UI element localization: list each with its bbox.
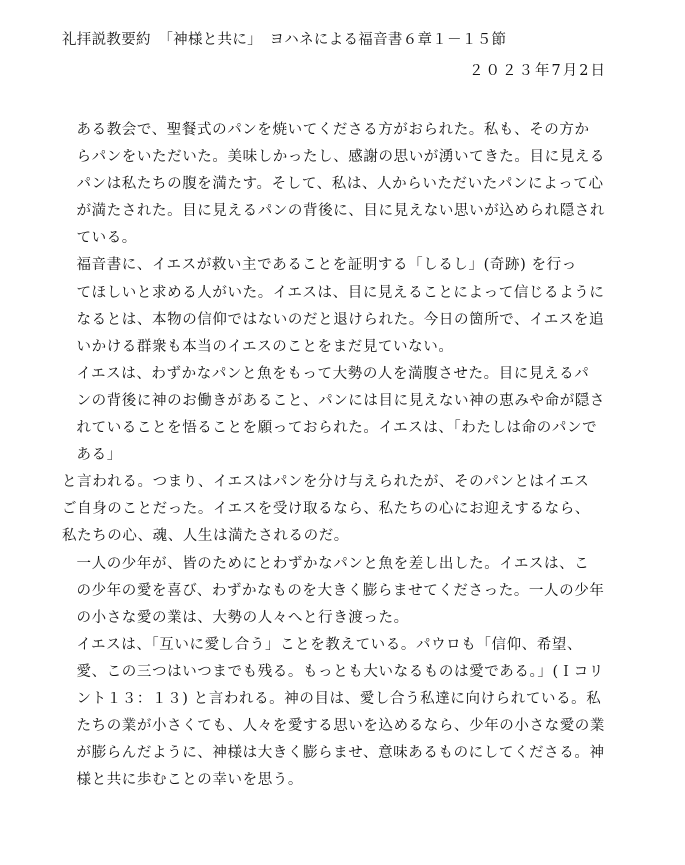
text-line: らパンをいただいた。美味しかったし、感謝の思いが湧いてきた。目に見える [76,149,605,166]
text-line: たちの業が小さくても、人々を愛する思いを込めるなら、少年の小さな愛の業 [76,718,605,735]
text-line: いかける群衆も本当のイエスのことをまだ見ていない。 [76,338,454,355]
text-line: 福音書に、イエスが救い主であることを証明する「しるし」(奇跡) を行っ [76,257,577,274]
text-line: 私たちの心、魂、人生は満たされるのだ。 [62,528,349,545]
text-line: 様と共に歩むことの幸いを思う。 [76,772,303,789]
sermon-date: ２０２３年7月2日 [469,63,607,79]
text-line: 愛、この三つはいつまでも残る。もっとも大いなるものは愛である。」(Ｉコリ [76,663,605,680]
text-line: が膨らんだように、神様は大きく膨らませ、意味あるものにしてくださる。神 [76,745,605,762]
paragraph [62,469,602,550]
text-line: なるとは、本物の信仰ではないのだと退けられた。今日の箇所で、イエスを追 [76,311,605,328]
text-line: と言われる。つまり、イエスはパンを分け与えられたが、そのパンとはイエス [62,474,590,491]
paragraph [62,551,605,632]
text-line: イエスは、「互いに愛し合う」ことを教えている。パウロも「信仰、希望、 [76,636,583,653]
paragraph [62,117,605,252]
paragraph [62,632,605,795]
text-line: ある教会で、聖餐式のパンを焼いてくださる方がおられた。私も、その方か [76,122,590,138]
text-line: れていることを悟ることを願っておられた。イエスは、「わたしは命のパンで [76,420,598,437]
paragraph [62,252,605,360]
text-line: ている。 [76,230,137,247]
sermon-body [62,117,605,794]
text-line: ント１３：１３) と言われる。神の目は、愛し合う私達に向けられている。私 [76,690,602,707]
text-line: 一人の少年が、皆のためにとわずかなパンと魚を差し出した。イエスは、こ [76,555,590,572]
text-line: パンは私たちの腹を満たす。そして、私は、人からいただいたパンによって心 [76,176,604,193]
text-line: の少年の愛を喜び、わずかなものを大きく膨らませてくださった。一人の少年 [76,582,605,599]
text-line: てほしいと求める人がいた。イエスは、目に見えることによって信じるように [76,284,605,301]
sermon-title: 礼拝説教要約 「神様と共に」 ヨハネによる福音書６章１－１５節 [62,32,507,48]
text-line: イエスは、わずかなパンと魚をもって大勢の人を満腹させた。目に見えるパ [76,365,590,382]
text-line: ンの背後に神のお働きがあること、パンには目に見えない神の恵みや命が隠さ [76,392,605,409]
text-line: の小さな愛の業は、大勢の人々へと行き渡った。 [76,609,409,626]
text-line: ある」 [76,447,122,464]
text-line: ご自身のことだった。イエスを受け取るなら、私たちの心にお迎えするなら、 [62,501,590,518]
text-line: が満たされた。目に見えるパンの背後に、目に見えない思いが込められ隠され [76,203,605,220]
paragraph [62,361,605,469]
